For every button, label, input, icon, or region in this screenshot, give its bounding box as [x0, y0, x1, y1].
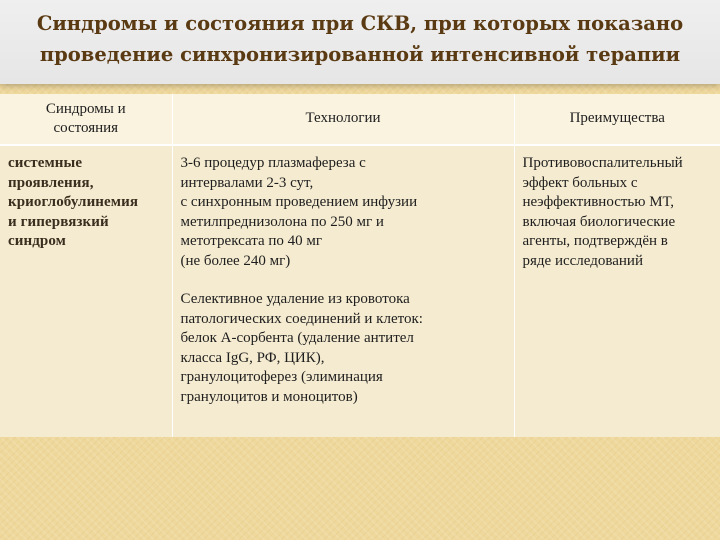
advantage-line: эффект больных с: [522, 174, 638, 191]
table-header-row: [0, 94, 720, 145]
technology-selective-removal: [181, 290, 508, 407]
advantage-line: ряде исследований: [522, 252, 643, 269]
advantage-line: включая биологические: [522, 213, 676, 230]
syndrome-line: проявления,: [8, 174, 94, 191]
technology-line: с синхронным проведением инфузии: [180, 194, 418, 210]
table-row: [0, 145, 720, 437]
table-container: [0, 94, 720, 437]
technology-line: патологических соединений и клеток:: [180, 310, 423, 327]
technology-line: белок А-сорбента (удаление антител: [180, 330, 414, 346]
technology-line: (не более 240 мг): [180, 252, 291, 269]
technology-line: метотрексата по 40 мг: [180, 233, 323, 249]
technology-plasmapheresis: [181, 154, 508, 271]
technology-line: 3-6 процедур плазмафереза с: [180, 155, 366, 171]
syndrome-line: и гипервязкий: [8, 213, 109, 230]
advantage-line: Противовоспалительный: [522, 155, 683, 171]
technology-line: интервалами 2-3 сут,: [180, 174, 314, 191]
syndrome-text: [8, 154, 166, 252]
syndrome-line: криоглобулинемия: [8, 194, 139, 210]
advantage-line: неэффективностью МТ,: [522, 194, 674, 210]
header-advantages: Преимущества: [514, 94, 720, 145]
syndrome-line: синдром: [8, 233, 67, 249]
advantage-line: агенты, подтверждён в: [522, 233, 668, 249]
header-technologies: Технологии: [172, 94, 514, 145]
slide-title-line-1: Синдромы и состояния при СКВ, при которых показано: [36, 12, 684, 35]
syndromes-table: [0, 94, 720, 437]
technology-line: класса IgG, РФ, ЦИК),: [180, 349, 325, 366]
cell-technologies: [172, 145, 514, 437]
syndrome-line: системные: [8, 155, 83, 171]
cell-syndrome: [0, 145, 172, 437]
slide-title: [20, 8, 700, 70]
technology-line: гранулоцитов и моноцитов): [180, 388, 358, 405]
header-syndromes-line-2: состояния: [53, 120, 119, 136]
technology-line: Селективное удаление из кровотока: [180, 291, 410, 307]
slide-title-line-2: проведение синхронизированной интенсивной терапии: [39, 43, 681, 66]
header-syndromes-line-1: Синдромы и: [45, 100, 126, 117]
technology-line: метилпреднизолона по 250 мг и: [180, 213, 384, 230]
technology-line: гранулоцитоферез (элиминация: [180, 369, 383, 385]
cell-advantages: [514, 145, 720, 437]
header-syndromes: [0, 94, 172, 145]
